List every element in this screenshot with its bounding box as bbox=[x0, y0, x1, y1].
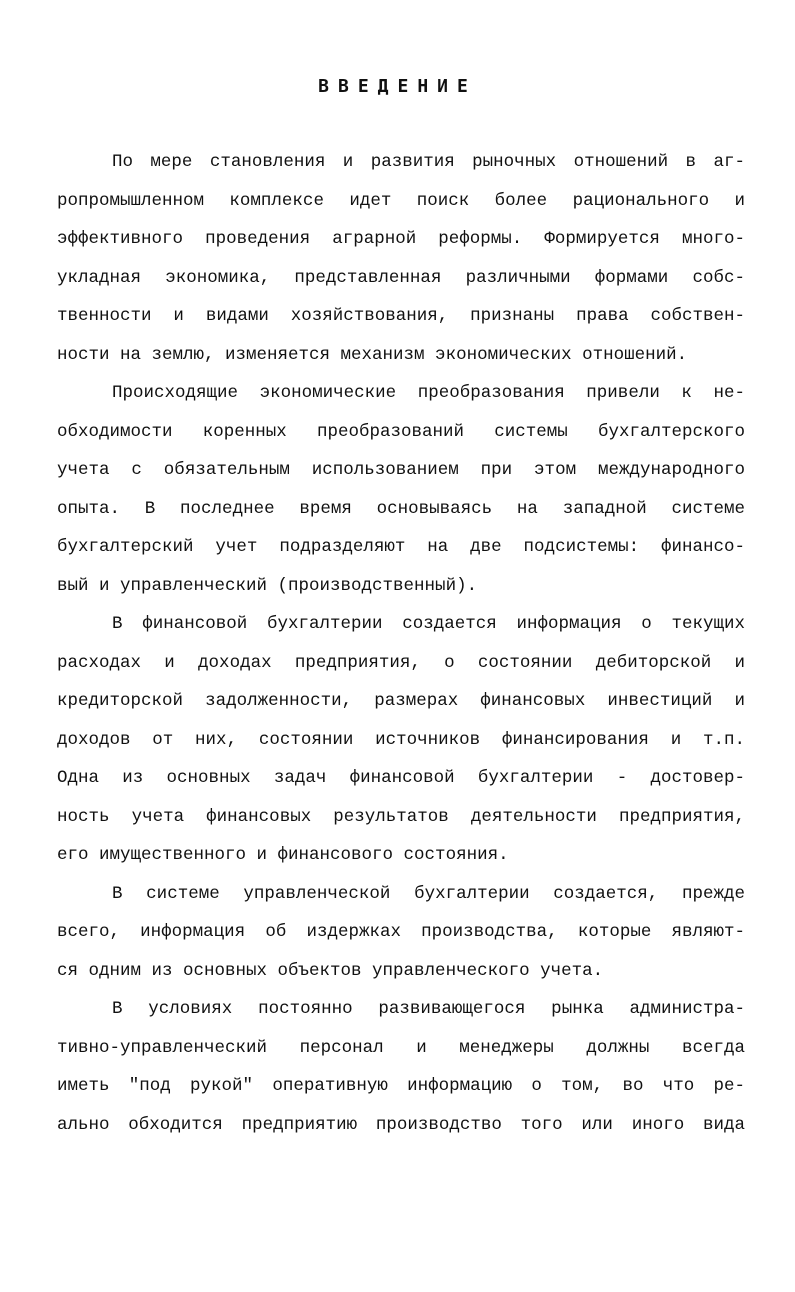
text-line: иметь "под рукой" оперативную информацию о том, во что ре- bbox=[57, 1076, 745, 1096]
page-title: ВВЕДЕНИЕ bbox=[318, 76, 477, 97]
text-line: укладная экономика, представленная различными формами собс- bbox=[57, 267, 745, 288]
text-line: В финансовой бухгалтерии создается информация о текущих bbox=[112, 614, 745, 634]
text-line: доходов от них, состоянии источников финансирования и т.п. bbox=[57, 729, 745, 750]
text-line: ся одним из основных объектов управленческого учета. bbox=[57, 960, 604, 981]
paragraph bbox=[57, 875, 745, 991]
text-line: эффективного проведения аграрной реформы. Формируется много- bbox=[57, 229, 745, 249]
text-line: ально обходится предприятию производство того или иного вида bbox=[57, 1114, 745, 1135]
text-line: В системе управленческой бухгалтерии создается, прежде bbox=[112, 883, 745, 904]
text-line: опыта. В последнее время основываясь на западной системе bbox=[57, 498, 745, 519]
document-body bbox=[57, 143, 745, 1144]
text-line: расходах и доходах предприятия, о состоянии дебиторской и bbox=[57, 652, 745, 673]
text-line: ропромышленном комплексе идет поиск более рационального и bbox=[57, 190, 745, 211]
text-line: ность учета финансовых результатов деятельности предприятия, bbox=[57, 806, 745, 827]
paragraph bbox=[57, 374, 745, 605]
text-line: тивно-управленческий персонал и менеджеры должны всегда bbox=[57, 1037, 745, 1058]
text-line: Происходящие экономические преобразования привели к не- bbox=[112, 383, 745, 403]
text-line: учета с обязательным использованием при этом международного bbox=[57, 460, 745, 480]
paragraph bbox=[57, 143, 745, 374]
text-line: По мере становления и развития рыночных отношений в аг- bbox=[112, 152, 745, 172]
text-line: ности на землю, изменяется механизм экономических отношений. bbox=[57, 344, 688, 365]
text-line: его имущественного и финансового состояния. bbox=[57, 845, 509, 865]
text-line: всего, информация об издержках производства, которые являют- bbox=[57, 922, 745, 942]
text-line: В условиях постоянно развивающегося рынка администра- bbox=[112, 999, 745, 1019]
text-line: вый и управленческий (производственный). bbox=[57, 575, 478, 596]
text-line: твенности и видами хозяйствования, признаны права собствен- bbox=[57, 306, 745, 326]
paragraph bbox=[57, 990, 745, 1144]
paragraph bbox=[57, 605, 745, 875]
text-line: кредиторской задолженности, размерах финансовых инвестиций и bbox=[57, 691, 745, 711]
text-line: обходимости коренных преобразований системы бухгалтерского bbox=[57, 421, 745, 442]
text-line: Одна из основных задач финансовой бухгалтерии - достовер- bbox=[57, 768, 745, 788]
text-line: бухгалтерский учет подразделяют на две подсистемы: финансо- bbox=[57, 537, 745, 557]
